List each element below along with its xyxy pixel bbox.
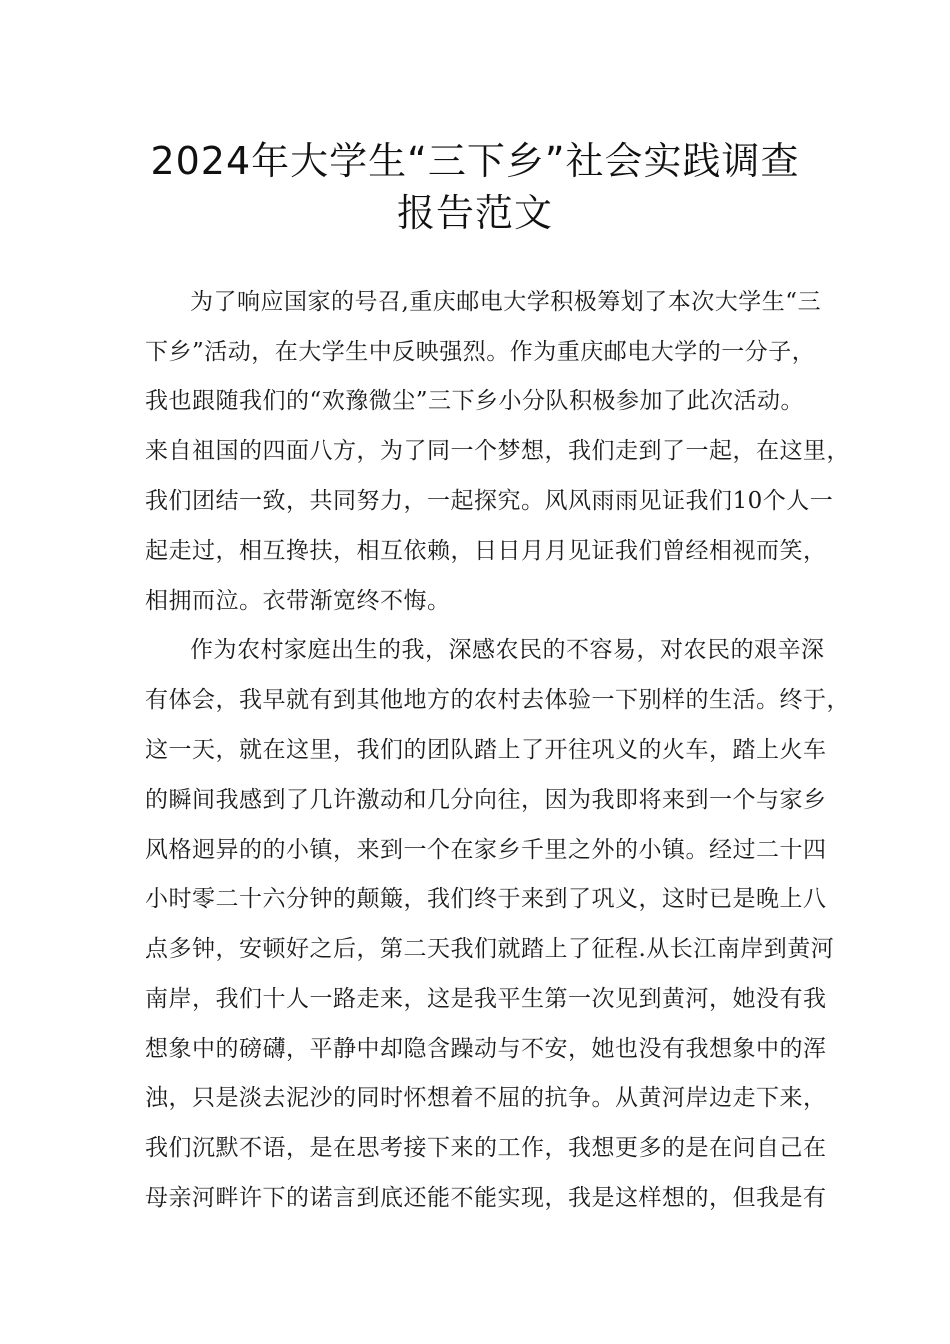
paragraph-2-line-3: 这一天，就在这里，我们的团队踏上了开往巩义的火车，踏上火车 — [145, 737, 827, 763]
paragraph-2-line-10: 浊，只是淡去泥沙的同时怀想着不屈的抗争。从黄河岸边走下来， — [145, 1085, 827, 1111]
paragraph-1-line-6: 起走过，相互搀扶，相互依赖，日日月月见证我们曾经相视而笑， — [145, 538, 827, 564]
paragraph-2-line-8: 南岸，我们十人一路走来，这是我平生第一次见到黄河，她没有我 — [145, 986, 827, 1012]
paragraph-2-line-2: 有体会，我早就有到其他地方的农村去体验一下别样的生活。终于， — [145, 687, 850, 713]
paragraph-2-line-9: 想象中的磅礴，平静中却隐含躁动与不安，她也没有我想象中的浑 — [145, 1036, 827, 1062]
paragraph-1-line-5: 我们团结一致，共同努力，一起探究。风风雨雨见证我们10个人一 — [145, 488, 834, 514]
paragraph-2-line-11: 我们沉默不语，是在思考接下来的工作，我想更多的是在问自己在 — [145, 1135, 827, 1161]
document-title-line-1: 2024年大学生“三下乡”社会实践调查 — [150, 139, 800, 183]
paragraph-2-line-6: 小时零二十六分钟的颠簸，我们终于来到了巩义，这时已是晚上八 — [145, 886, 827, 912]
paragraph-2-line-12: 母亲河畔许下的诺言到底还能不能实现，我是这样想的，但我是有 — [145, 1185, 827, 1211]
paragraph-1-line-7: 相拥而泣。衣带渐宽终不悔。 — [145, 588, 451, 614]
paragraph-2-line-1: 作为农村家庭出生的我，深感农民的不容易，对农民的艰辛深 — [190, 637, 825, 663]
paragraph-1-line-2: 下乡”活动，在大学生中反映强烈。作为重庆邮电大学的一分子， — [145, 339, 816, 365]
paragraph-1-line-3: 我也跟随我们的“欢豫微尘”三下乡小分队积极参加了此次活动。 — [145, 388, 805, 414]
paragraph-2-line-5: 风格迥异的的小镇，来到一个在家乡千里之外的小镇。经过二十四 — [145, 837, 827, 863]
document-title-line-2: 报告范文 — [396, 191, 553, 235]
paragraph-2-line-7: 点多钟，安顿好之后，第二天我们就踏上了征程.从长江南岸到黄河 — [145, 936, 835, 962]
paragraph-2-line-4: 的瞬间我感到了几许激动和几分向往，因为我即将来到一个与家乡 — [145, 787, 827, 813]
paragraph-1-line-1: 为了响应国家的号召,重庆邮电大学积极筹划了本次大学生“三 — [190, 289, 822, 315]
paragraph-1-line-4: 来自祖国的四面八方，为了同一个梦想，我们走到了一起，在这里， — [145, 438, 850, 464]
